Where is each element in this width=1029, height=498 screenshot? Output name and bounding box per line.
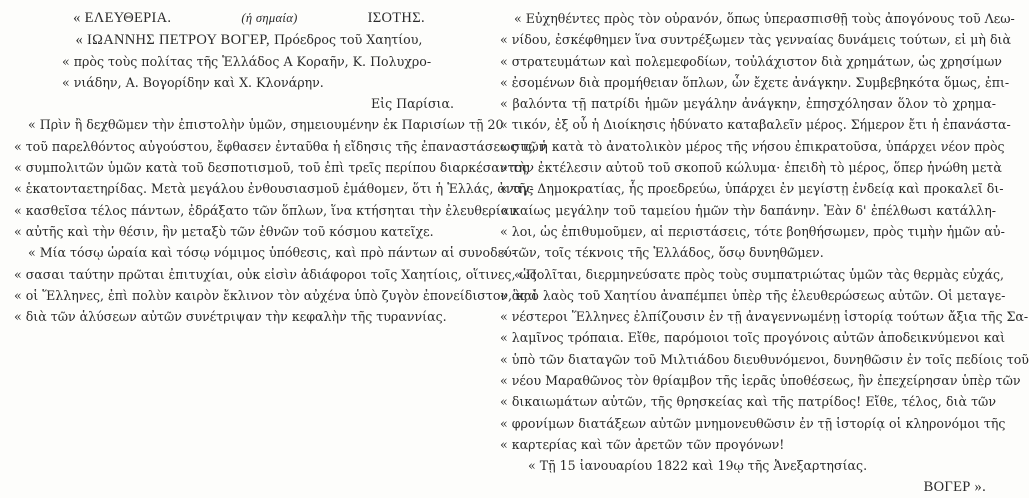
place-line: Εἰς Παρίσια. [370, 96, 454, 112]
text-line: « τῆς Δημοκρατίας, ἧς προεδρεύω, ὑπάρχει ἐν μεγίστῃ ἐνδείᾳ καὶ προκαλεῖ δι- [500, 181, 1004, 197]
text-line: « ἑκατονταετηρίδας. Μετὰ μεγάλου ἐνθουσιασμοῦ ἐμάθομεν, ὅτι ἡ Ἑλλάς, ἀναγ- [14, 181, 534, 197]
text-line: « σασαι ταύτην πρῶται ἐπιτυχίαι, οὐκ εἰσὶν ἀδιάφοροι τοῖς Χαητίοις, οἵτινες, ὡς [14, 266, 537, 282]
text-line: « αὐτῆς καὶ τὴν θέσιν, ἣν μεταξὺ τῶν ἐθνῶν τοῦ κόσμου κατεῖχε. [14, 223, 434, 239]
text-line: « οἱ Ἕλληνες, ἐπὶ πολὺν καιρὸν ἔκλινον τὸν αὐχένα ὑπὸ ζυγὸν ἐπονείδιστον, καὶ [14, 287, 538, 303]
text-line: « φρονίμων διατάξεων αὐτῶν μνημονευθῶσιν ἐν τῇ ἱστορίᾳ οἱ κληρονόμοι τῆς [500, 415, 1006, 431]
text-line: « καρτερίας καὶ τῶν ἀρετῶν τῶν προγόνων! [500, 436, 785, 452]
text-line: « διὰ τῶν ἁλύσεων αὐτῶν συνέτριψαν τὴν κεφαλὴν τῆς τυραννίας. [14, 309, 447, 325]
date-line: « Τῇ 15 ἰανουαρίου 1822 καὶ 19ῳ τῆς Ἀνεξαρτησίας. [528, 458, 868, 474]
text-line: « τῶν, τοῖς τέκνοις τῆς Ἑλλάδος, ὅσῳ δυνηθῶμεν. [500, 245, 824, 261]
left-column [14, 8, 547, 327]
sender-name: « ΙΩΑΝΝΗΣ ΠΕΤΡΟΥ ΒΟΓΕΡ, [75, 32, 270, 49]
text-line: « τὴν ἐκτέλεσιν αὐτοῦ τοῦ σκοποῦ κώλυμα· ἐπειδὴ τὸ μέρος, ὅπερ ἡνώθη μετὰ [500, 160, 1002, 176]
text-line: « ἐσομένων διὰ προμήθειαν ὅπλων, ὧν ἔχετε ἀνάγκην. Συμβεβηκότα ὅμως, ἐπι- [500, 74, 1010, 90]
motto-liberty: « ΕΛΕΥΘΕΡΙΑ. [73, 10, 172, 26]
text-line: « λαμῖνος τρόπαια. Εἴθε, παρόμοιοι τοῖς προγόνοις αὐτῶν ἀποδεικνύμενοι καὶ [500, 330, 1006, 346]
signature: ΒΟΓΕΡ ». [923, 478, 986, 495]
text-line: « Πολῖται, διερμηνεύσατε πρὸς τοὺς συμπατριώτας ὑμῶν τὰς θερμὰς εὐχάς, [514, 266, 1005, 282]
text-line: « λοι, ὡς ἐπιθυμοῦμεν, αἱ περιστάσεις, τότε βοηθήσωμεν, πρὸς τιμὴν ἡμῶν αὐ- [500, 223, 1005, 239]
text-line: « συμπολιτῶν ὑμῶν κατὰ τοῦ δεσποτισμοῦ, τοῦ ἐπὶ τρεῖς περίπου διαρκέσαντος [14, 160, 530, 176]
text-line: « καίως μεγάλην τοῦ ταμείου ἡμῶν τὴν δαπάνην. Ἐὰν δ' ἐπέλθωσι κατάλλη- [500, 202, 996, 218]
recipients-line: « πρὸς τοὺς πολίτας τῆς Ἑλλάδος Α Κοραῆν, Κ. Πολυχρο- [62, 53, 432, 69]
text-line: « νέου Μαραθῶνος τὸν θρίαμβον τῆς ἱερᾶς ὑποθέσεως, ἣν ἐπεχείρησαν ὑπὲρ τῶν [500, 373, 1021, 389]
text-line: « Πρὶν ἢ δεχθῶμεν τὴν ἐπιστολὴν ὑμῶν, σημειουμένην ἐκ Παρισίων τῇ 20 [28, 117, 504, 133]
text-line: « τοῦ παρελθόντος αὐγούστου, ἔφθασεν ἐνταῦθα ἡ εἴδησις τῆς ἐπαναστάσεως τῶν [14, 138, 547, 154]
sender-title: Πρόεδρος τοῦ Χαητίου, [273, 32, 423, 48]
right-column [500, 8, 1029, 498]
text-line: « Εὐχηθέντες πρὸς τὸν οὐρανόν, ὅπως ὑπερασπισθῇ τοὺς ἀπογόνους τοῦ Λεω- [514, 11, 1015, 26]
recipients-line: « νιάδην, Α. Βογορίδην καὶ Χ. Κλονάρην. [62, 74, 324, 90]
text-line: « κασθεῖσα τέλος πάντων, ἐδράξατο τῶν ὅπλων, ἵνα κτήσηται τὴν ἐλευθερίαν [14, 202, 517, 218]
text-line: « δικαιωμάτων αὐτῶν, τῆς θρησκείας καὶ τῆς πατρίδος! Εἴθε, τέλος, διὰ τῶν [500, 394, 996, 410]
text-line: « βαλόντα τῇ πατρίδι ἡμῶν μεγάλην ἀνάγκην, ἐπησχόλησαν ὅλον τὸ χρημα- [500, 96, 996, 112]
motto-line [14, 8, 484, 29]
text-line: « σις, ἡ κατὰ τὸ ἀνατολικὸν μέρος τῆς νήσου ἐπικρατοῦσα, ὑπάρχει νέον πρὸς [500, 138, 1005, 154]
text-line: « Μία τόσῳ ὡραία καὶ τόσῳ νόμιμος ὑπόθεσις, καὶ πρὸ πάντων αἱ συνοδεύ- [28, 245, 517, 261]
motto-equality: ΙΣΟΤΗΣ. [367, 10, 425, 26]
text-line: « νέστεροι Ἕλληνες ἐλπίζουσιν ἐν τῇ ἀναγεννωμένῃ ἱστορίᾳ τούτων ἄξια τῆς Σα- [500, 309, 1029, 325]
text-line: « ὑπὸ τῶν διαταγῶν τοῦ Μιλτιάδου διευθυνόμενοι, δυνηθῶσιν ἐν τοῖς πεδίοις τοῦ [500, 351, 1029, 367]
text-line: « νίδου, ἐσκέφθημεν ἵνα συντρέξωμεν τὰς γενναίας δυνάμεις τούτων, εἰ μὴ διὰ [500, 32, 1011, 48]
motto-flag: (ἡ σημαία) [241, 11, 298, 25]
text-line: « τικόν, ἐξ οὗ ἡ Διοίκησις ἠδύνατο καταβαλεῖν μέρος. Σήμερον ἔτι ἡ ἐπανάστα- [500, 117, 1011, 133]
text-line: « στρατευμάτων καὶ πολεμεφοδίων, τοὐλάχιστον διὰ χρημάτων, ὡς χρησίμων [500, 53, 1002, 69]
sender-line [14, 29, 484, 50]
text-line: « ἃς ὁ λαὸς τοῦ Χαητίου ἀναπέμπει ὑπὲρ τῆς ἐλευθερώσεως αὐτῶν. Οἱ μεταγε- [500, 287, 1006, 303]
